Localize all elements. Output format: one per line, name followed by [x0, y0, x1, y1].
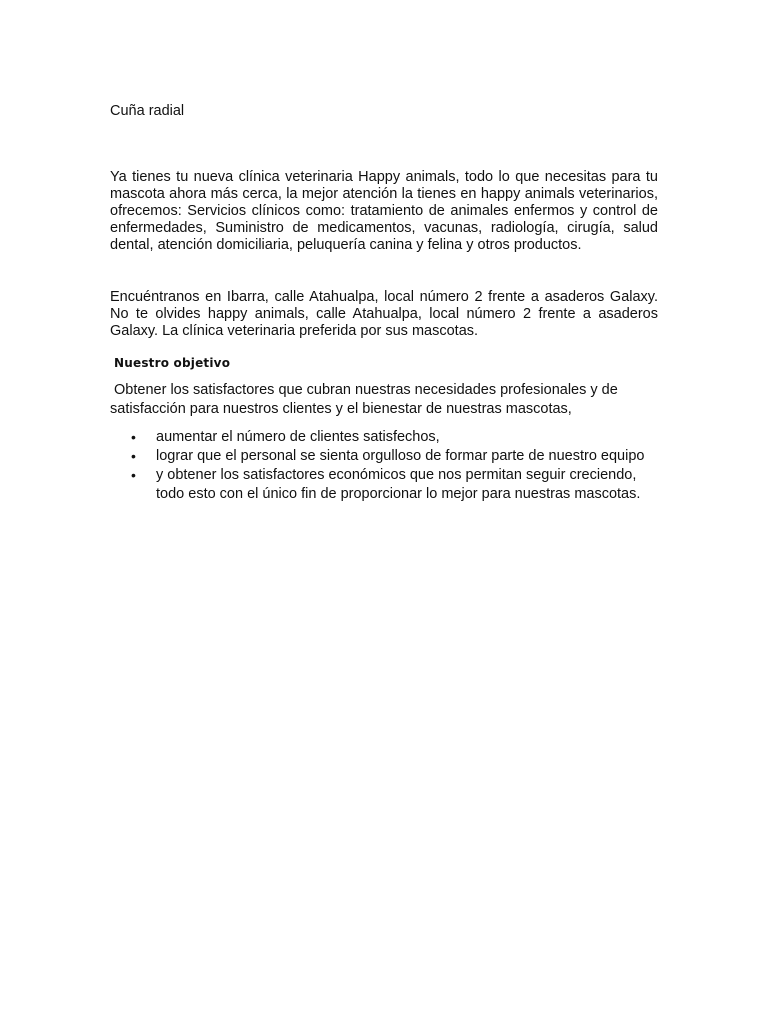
bullet-icon: • [131, 429, 136, 445]
list-item [110, 428, 650, 447]
list-item [110, 466, 650, 504]
intro-paragraph: Ya tienes tu nueva clínica veterinaria Happy animals, todo lo que necesitas para tu mascota ahora más cerca, la mejor atención la tienes en happy animals veterinarios, ofrecemos: Servicios clínicos como: tratamiento de animales enfermos y control de enfermedades, Suministro de medicamentos, vacunas, radiología, cirugía, salud dental, atención domiciliaria, peluquería canina y felina y otros productos. [110, 169, 658, 253]
bullet-icon: • [131, 467, 136, 483]
list-item [110, 447, 650, 466]
document-title: Cuña radial [110, 103, 185, 119]
objective-text: Obtener los satisfactores que cubran nuestras necesidades profesionales y de satisfacción para nuestros clientes y el bienestar de nuestras mascotas, [110, 382, 618, 417]
list-item-text: aumentar el número de clientes satisfechos, [156, 429, 440, 445]
location-paragraph: Encuéntranos en Ibarra, calle Atahualpa, local número 2 frente a asaderos Galaxy. No te olvides happy animals, calle Atahualpa, local número 2 frente a asaderos Galaxy. La clínica veterinaria preferida por sus mascotas. [110, 289, 658, 339]
bullet-icon: • [131, 448, 136, 464]
objectives-list [110, 428, 650, 504]
section-heading: Nuestro objetivo [114, 356, 231, 370]
list-item-text: lograr que el personal se sienta orgulloso de formar parte de nuestro equipo [156, 448, 645, 464]
list-item-text: y obtener los satisfactores económicos que nos permitan seguir creciendo, todo esto con el único fin de proporcionar lo mejor para nuestras mascotas. [156, 467, 641, 502]
objective-paragraph [110, 381, 660, 419]
